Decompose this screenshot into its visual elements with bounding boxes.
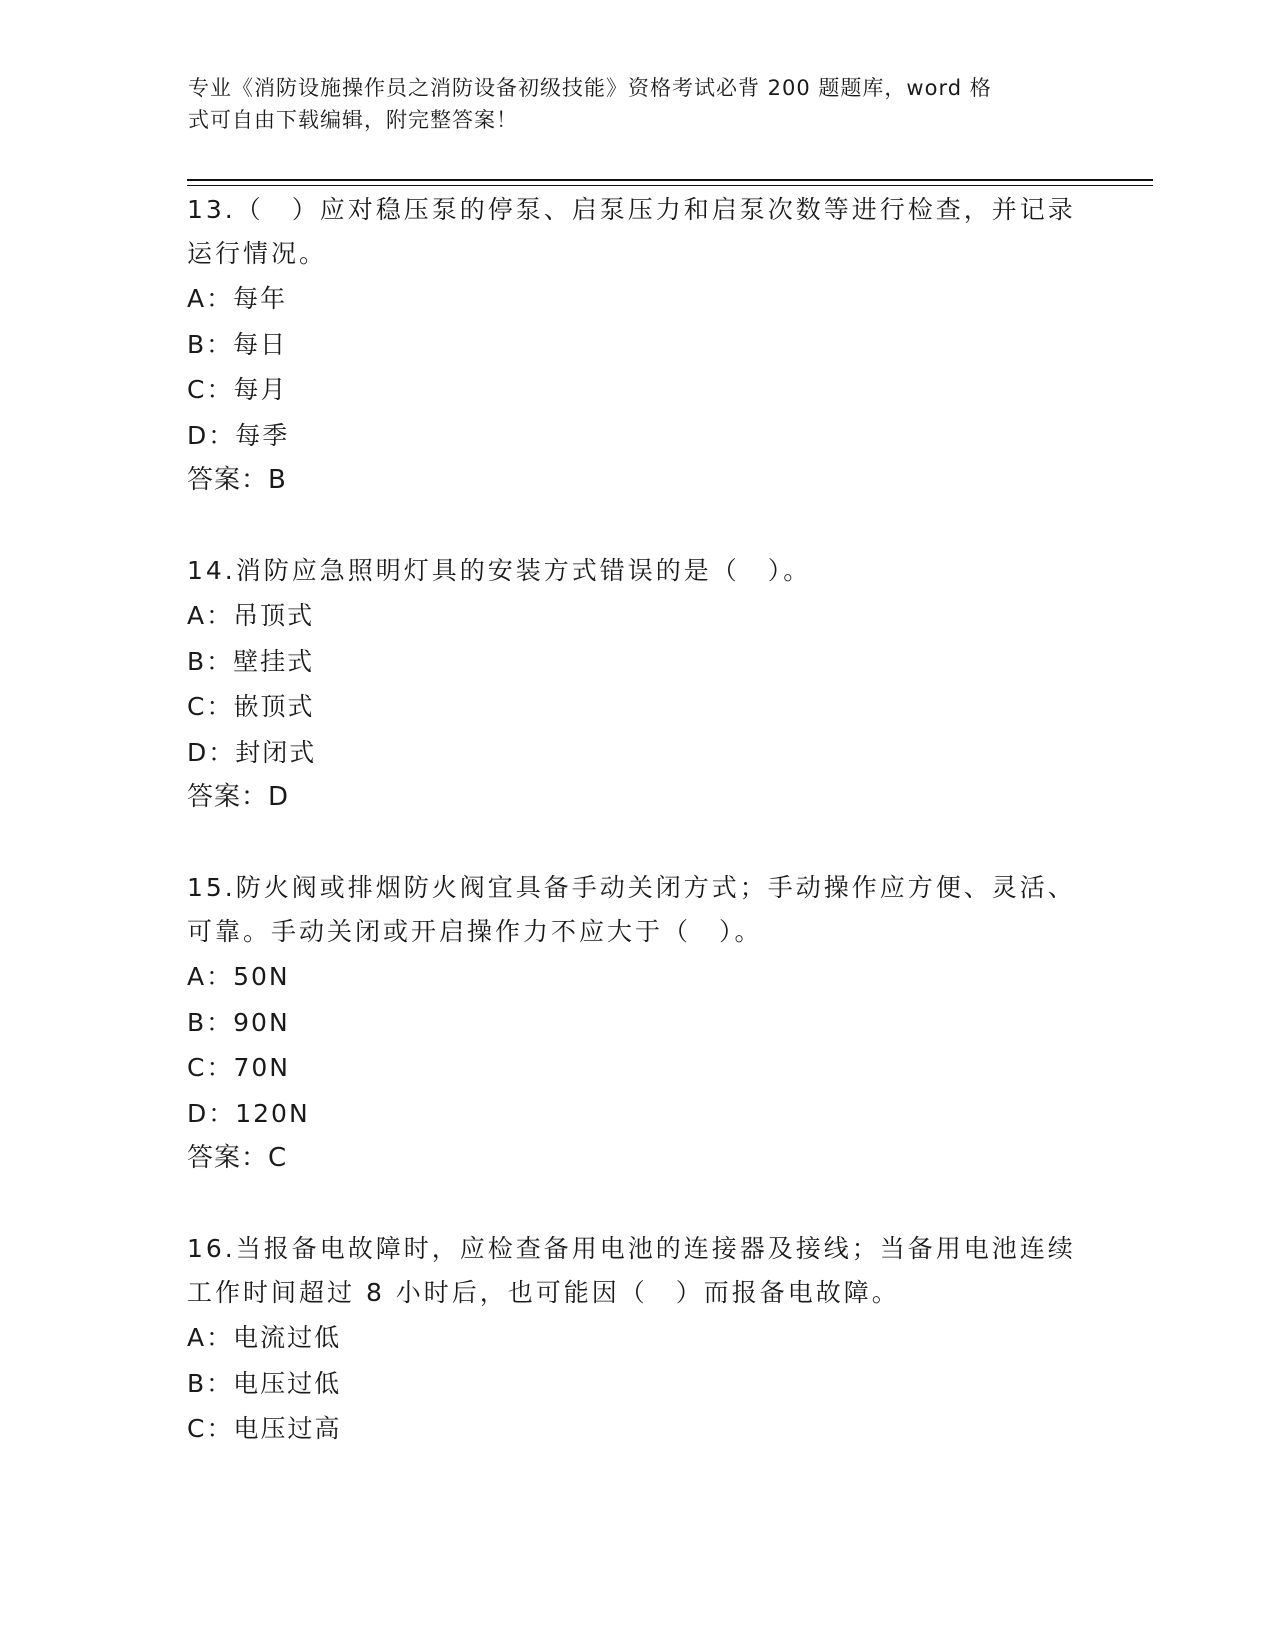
option-a: A：每年 xyxy=(187,284,288,313)
option-a: A：50N xyxy=(187,962,290,991)
answer-label: 答案：D xyxy=(187,782,290,812)
option-list xyxy=(187,276,1087,458)
option-b: B：电压过低 xyxy=(187,1368,342,1398)
header-rule-thick xyxy=(187,179,1153,181)
question-16 xyxy=(187,1225,1087,1452)
answer-label: 答案：B xyxy=(187,465,287,495)
option-a: A：电流过低 xyxy=(187,1323,342,1352)
option-c: C：70N xyxy=(187,1053,290,1082)
question-list xyxy=(187,186,1087,1496)
option-d: D：封闭式 xyxy=(187,737,317,767)
option-b: B：壁挂式 xyxy=(187,646,315,676)
option-b: B：每日 xyxy=(187,329,288,359)
question-15 xyxy=(187,864,1087,1181)
option-d: D：120N xyxy=(187,1098,310,1128)
question-14 xyxy=(187,547,1087,820)
option-a: A：吊顶式 xyxy=(187,601,315,630)
option-d: D：每季 xyxy=(187,420,290,450)
question-13 xyxy=(187,186,1087,503)
header-line-2: 式可自由下载编辑，附完整答案！ xyxy=(188,108,518,132)
question-stem: 16.当报备电故障时，应检查备用电池的连接器及接线；当备用电池连续工作时间超过 8 小时后，也可能因（ ）而报备电故障。 xyxy=(187,1234,1076,1307)
option-list xyxy=(187,1315,1087,1452)
answer-label: 答案：C xyxy=(187,1143,288,1173)
option-c: C：每月 xyxy=(187,375,288,404)
option-c: C：嵌顶式 xyxy=(187,692,315,721)
option-list xyxy=(187,954,1087,1136)
question-stem: 14.消防应急照明灯具的安装方式错误的是（ ）。 xyxy=(187,556,812,585)
document-header xyxy=(188,72,1068,136)
option-list xyxy=(187,593,1087,775)
option-c: C：电压过高 xyxy=(187,1414,342,1443)
header-line-1: 专业《消防设施操作员之消防设备初级技能》资格考试必背 200 题题库，word 格 xyxy=(188,76,992,100)
question-stem: 15.防火阀或排烟防火阀宜具备手动关闭方式；手动操作应方便、灵活、可靠。手动关闭或开启操作力不应大于（ ）。 xyxy=(187,873,1076,946)
option-b: B：90N xyxy=(187,1007,290,1037)
question-stem: 13.（ ）应对稳压泵的停泵、启泵压力和启泵次数等进行检查，并记录运行情况。 xyxy=(187,195,1076,268)
